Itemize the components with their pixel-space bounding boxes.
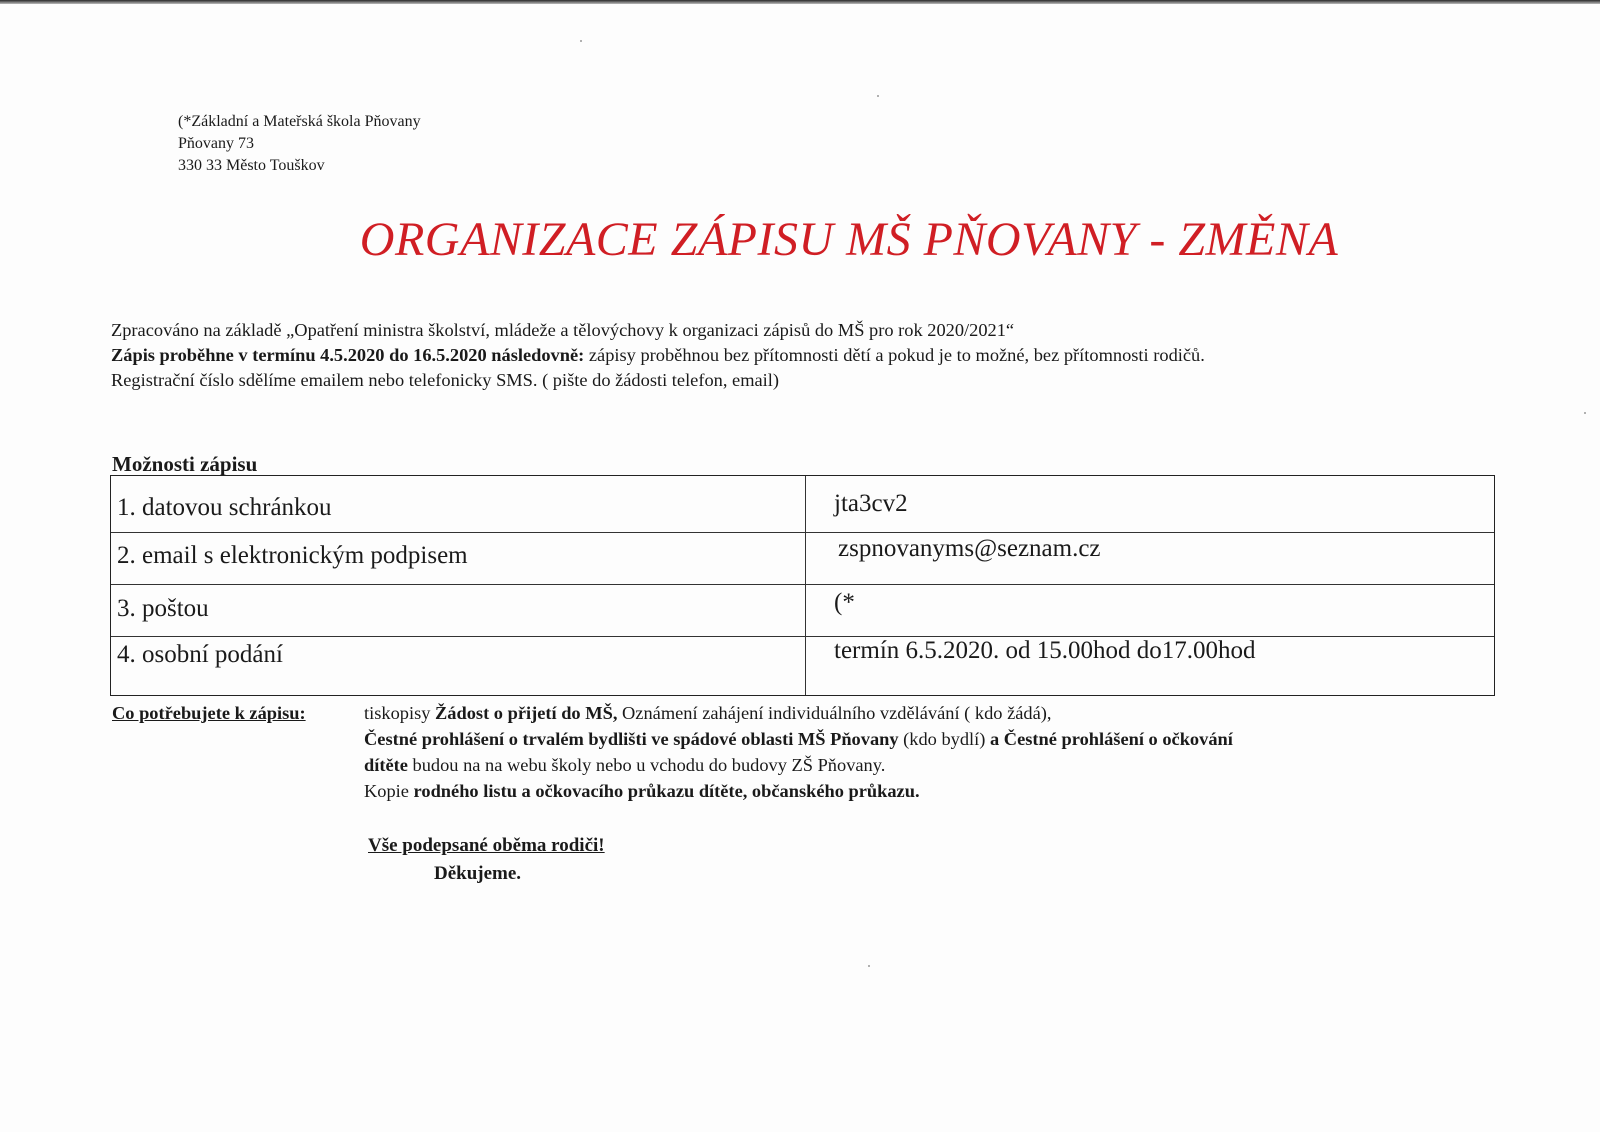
address-line: (*Základní a Mateřská škola Pňovany (178, 113, 421, 130)
text-run: tiskopisy (364, 703, 436, 723)
intro-paragraph (111, 318, 1541, 393)
text-run: rodného listu a očkovacího průkazu dítěte, občanského průkazu. (413, 781, 920, 801)
requirements-label: Co potřebujete k zápisu: (112, 703, 306, 723)
text-run: dítěte (364, 755, 408, 775)
address-line: 330 33 Město Touškov (178, 157, 325, 174)
text-run: Oznámení zahájení individuálního vzdělávání ( kdo žádá), (617, 703, 1052, 723)
text-run: Čestné prohlášení o trvalém bydlišti ve spádové oblasti MŠ Pňovany (364, 729, 899, 749)
option-label: 1. datovou schránkou (117, 494, 332, 521)
text-run: (kdo bydlí) (898, 729, 990, 749)
options-heading: Možnosti zápisu (112, 452, 258, 476)
text-run: budou na na webu školy nebo u vchodu do budovy ZŠ Pňovany. (407, 755, 886, 775)
document-title: ORGANIZACE ZÁPISU MŠ PŇOVANY - ZMĚNA (359, 213, 1339, 266)
requirements-list (364, 700, 1233, 804)
text-run: Žádost o přijetí do MŠ, (435, 703, 618, 723)
requirements-line (364, 700, 1233, 726)
table-row (111, 476, 1494, 533)
scan-speck (877, 95, 879, 97)
scan-speck (1584, 412, 1586, 414)
enrollment-dates: Zápis proběhne v termínu 4.5.2020 do 16.5.2020 následovně: (111, 345, 585, 365)
option-value: jta3cv2 (834, 490, 908, 517)
table-row (111, 585, 1494, 637)
closing (368, 832, 605, 888)
option-value: (* (834, 589, 855, 616)
scan-top-edge (0, 0, 1600, 4)
option-value: zspnovanyms@seznam.cz (838, 535, 1101, 562)
intro-line (111, 343, 1541, 368)
option-label: 4. osobní podání (117, 641, 283, 668)
options-table (110, 475, 1495, 696)
text-run: Kopie (364, 781, 414, 801)
school-address (178, 111, 421, 177)
address-line: Pňovany 73 (178, 135, 254, 152)
scan-speck (868, 965, 870, 967)
option-value: termín 6.5.2020. od 15.00hod do17.00hod (834, 637, 1256, 664)
enrollment-note: zápisy proběhnou bez přítomnosti dětí a pokud je to možné, bez přítomnosti rodičů. (584, 345, 1205, 365)
table-row (111, 533, 1494, 585)
intro-line: Zpracováno na základě „Opatření ministra školství, mládeže a tělovýchovy k organizaci zápisů do MŠ pro rok 2020/2021“ (111, 320, 1015, 340)
requirements-line (364, 726, 1233, 752)
thanks-text: Děkujeme. (434, 863, 522, 884)
table-row (111, 637, 1494, 695)
text-run: a Čestné prohlášení o očkování (990, 729, 1233, 749)
requirements-line (364, 778, 1233, 804)
scan-speck (580, 40, 582, 42)
option-label: 3. poštou (117, 595, 209, 622)
intro-line: Registrační číslo sdělíme emailem nebo telefonicky SMS. ( pište do žádosti telefon, email) (111, 370, 780, 390)
signature-note: Vše podepsané oběma rodiči! (368, 835, 605, 856)
requirements-line (364, 752, 1233, 778)
option-label: 2. email s elektronickým podpisem (117, 542, 468, 569)
